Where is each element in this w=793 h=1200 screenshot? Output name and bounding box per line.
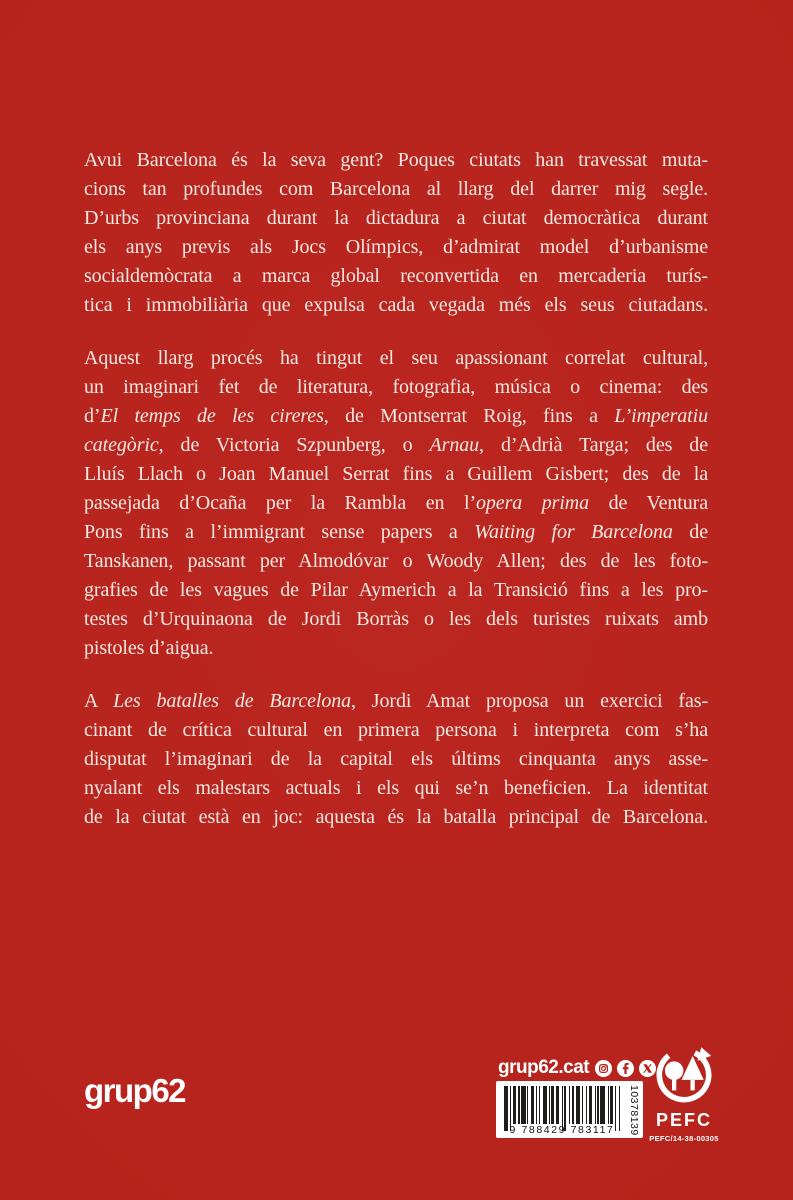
text-line: A Les batalles de Barcelona, Jordi Amat proposa un exercici fas- xyxy=(84,690,709,712)
paragraph xyxy=(84,344,708,663)
text-line: cinant de crítica cultural en primera persona i interpreta com s’ha xyxy=(84,719,708,741)
paragraph xyxy=(84,687,708,832)
text-line: nyalant els malestars actuals i els qui se’n beneficien. La identitat xyxy=(84,777,708,799)
paragraph xyxy=(84,146,708,320)
text-line: grafies de les vagues de Pilar Aymerich a la Transició fins a les pro- xyxy=(84,579,708,601)
text-line: disputat l’imaginari de la capital els últims cinquanta anys asse- xyxy=(84,748,708,770)
text-line: testes d’Urquinaona de Jordi Borràs o les dels turistes ruixats amb xyxy=(84,608,708,630)
instagram-icon xyxy=(595,1060,612,1077)
text-line: els anys previs als Jocs Olímpics, d’admirat model d’urbanisme xyxy=(84,236,708,258)
text-line: passejada d’Ocaña per la Rambla en l’opera prima de Ventura xyxy=(84,492,708,514)
publisher-logo: grup62 xyxy=(84,1072,186,1109)
pefc-name: PEFC xyxy=(655,1110,712,1130)
pefc-cert-number: PEFC/14-38-00305 xyxy=(649,1134,719,1143)
text-line: Aquest llarg procés ha tingut el seu apassionant correlat cultural, xyxy=(84,347,708,369)
text-line: d’El temps de les cireres, de Montserrat Roig, fins a L’imperatiu xyxy=(84,405,708,427)
website-row xyxy=(498,1057,638,1079)
text-line: Avui Barcelona és la seva gent? Poques ciutats han travessat muta- xyxy=(84,149,708,171)
text-line: de la ciutat està en joc: aquesta és la batalla principal de Barcelona. xyxy=(84,806,708,828)
text-line: Lluís Llach o Joan Manuel Serrat fins a Guillem Gisbert; des de la xyxy=(84,463,708,485)
facebook-icon xyxy=(617,1060,634,1077)
text-line: socialdemòcrata a marca global reconvertida en mercaderia turís- xyxy=(84,265,708,287)
text-line: cions tan profundes com Barcelona al llarg del darrer mig segle. xyxy=(84,178,708,200)
barcode xyxy=(496,1081,643,1138)
pefc-logo-icon xyxy=(653,1091,715,1108)
text-line: D’urbs provinciana durant la dictadura a ciutat democràtica durant xyxy=(84,207,708,229)
pefc-block xyxy=(646,1046,722,1143)
synopsis xyxy=(84,146,708,856)
text-line: Pons fins a l’immigrant sense papers a Waiting for Barcelona de xyxy=(84,521,708,543)
text-line: tica i immobiliària que expulsa cada vegada més els seus ciutadans. xyxy=(84,294,708,316)
isbn-number: 9 788429 783117 xyxy=(509,1124,615,1136)
text-line: pistoles d’aigua. xyxy=(84,637,214,659)
product-code-vertical: 10378139 xyxy=(628,1085,640,1136)
text-line: categòric, de Victoria Szpunberg, o Arnau, d’Adrià Targa; des de xyxy=(84,434,708,456)
website-url: grup62.cat xyxy=(498,1057,590,1078)
text-line: Tanskanen, passant per Almodóvar o Woody Allen; des de les foto- xyxy=(84,550,708,572)
text-line: un imaginari fet de literatura, fotografia, música o cinema: des xyxy=(84,376,708,398)
